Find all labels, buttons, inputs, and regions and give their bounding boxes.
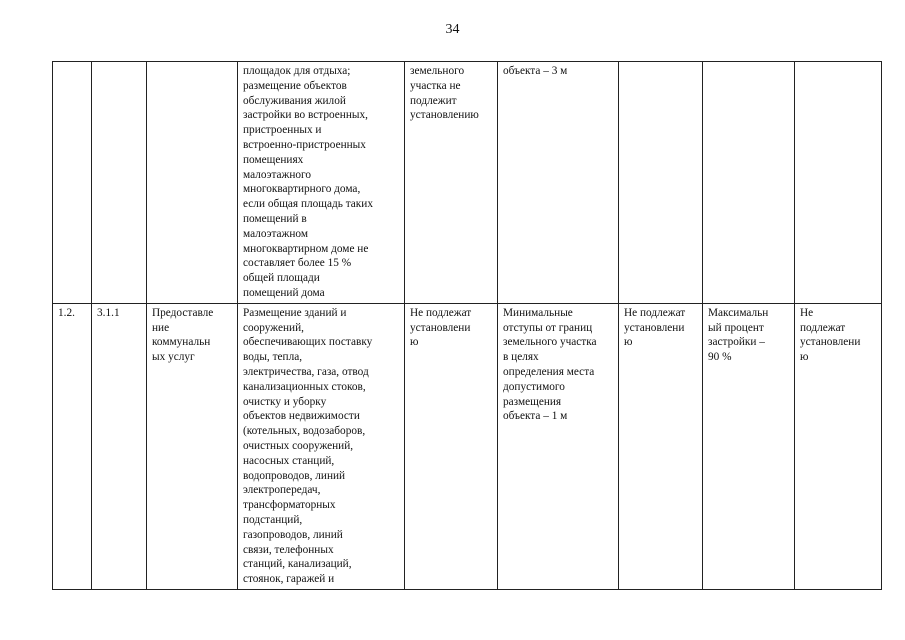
cell-text: Не подлежат установлени ю	[624, 306, 686, 349]
cell-coverage	[703, 62, 795, 304]
cell-use-name	[147, 303, 238, 589]
cell-text: объекта – 3 м	[503, 65, 568, 77]
cell-use-name	[147, 62, 238, 304]
cell-text: 3.1.1	[97, 306, 120, 319]
cell-text: земельного участка не подлежит установлению	[410, 65, 479, 122]
cell-code	[92, 303, 147, 589]
cell-floors	[619, 303, 703, 589]
cell-text: Не подлежат установлени ю	[800, 306, 861, 364]
cell-text: Не подлежат установлени ю	[410, 306, 472, 349]
cell-setbacks	[498, 303, 619, 589]
regulations-table	[52, 61, 882, 590]
cell-text: площадок для отдыха; размещение объектов обслуживания жилой застройки во встроенных, пристроенных и встроенно-пристроенных помещениях малоэтажного многоквартирного дома, если общая площадь таких помещений в малоэтажном многоквартирном доме не составляет более 15 % общей площади помещений дома	[243, 65, 373, 299]
cell-other	[795, 62, 882, 304]
cell-text: 1.2.	[58, 306, 75, 319]
cell-text: Размещение зданий и сооружений, обеспечивающих поставку воды, тепла, электричества, газа, отвод канализационных стоков, очистку и уборку объектов недвижимости (котельных, водозаборов, очистных сооружений, насосных станций, водопроводов, линий электропередач, трансформаторных подстанций, газопроводов, линий связи, телефонных станций, канализаций, стоянок, гаражей и	[243, 306, 373, 586]
cell-text: Минимальные отступы от границ земельного участка в целях определения места допустимого размещения объекта – 1 м	[503, 306, 597, 423]
cell-number	[53, 62, 92, 304]
cell-setbacks	[498, 62, 619, 304]
page-number: 34	[445, 22, 460, 37]
cell-other	[795, 303, 882, 589]
table-row	[53, 62, 882, 304]
cell-code	[92, 62, 147, 304]
cell-description	[238, 62, 405, 304]
cell-floors	[619, 62, 703, 304]
table-row	[53, 303, 882, 589]
cell-coverage	[703, 303, 795, 589]
cell-plot-size	[405, 303, 498, 589]
cell-description	[238, 303, 405, 589]
cell-text: Максимальн ый процент застройки – 90 %	[708, 306, 769, 364]
cell-plot-size	[405, 62, 498, 304]
cell-number	[53, 303, 92, 589]
cell-text: Предоставле ние коммунальн ых услуг	[152, 306, 214, 364]
